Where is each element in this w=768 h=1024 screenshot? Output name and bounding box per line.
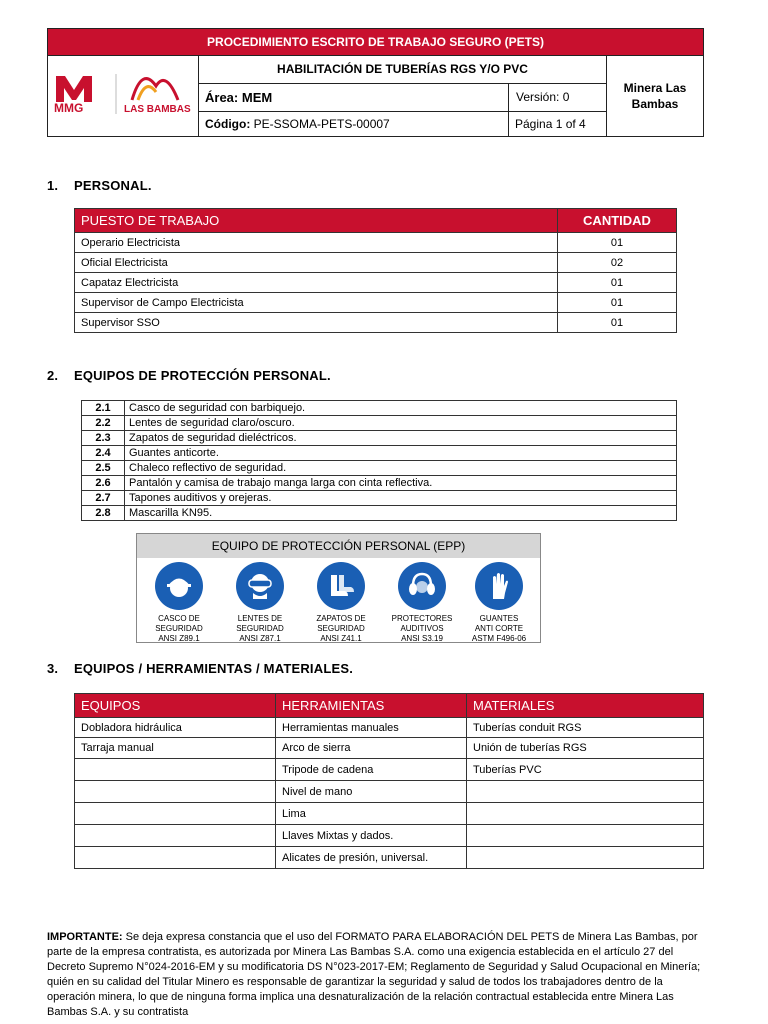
personnel-table — [74, 208, 677, 333]
table-row: Operario Electricista 01 — [75, 233, 677, 253]
col-equipos-header: EQUIPOS — [75, 694, 276, 718]
note-label: IMPORTANTE: — [47, 931, 123, 943]
title-cell — [198, 55, 607, 84]
table-row: Dobladora hidráulica Herramientas manuales Tuberías conduit RGS — [75, 718, 704, 738]
table-row: Capataz Electricista 01 — [75, 273, 677, 293]
table-row: 2.4 Guantes anticorte. — [82, 446, 677, 461]
table-row: Tripode de cadena Tuberías PVC — [75, 759, 704, 781]
table-row: 2.3 Zapatos de seguridad dieléctricos. — [82, 431, 677, 446]
table-row: 2.1 Casco de seguridad con barbiquejo. — [82, 401, 677, 416]
boots-icon — [317, 562, 365, 610]
table-row: 2.8 Mascarilla KN95. — [82, 506, 677, 521]
area-cell — [198, 83, 509, 112]
company-name: Minera Las Bambas — [623, 81, 687, 111]
col-job-header: PUESTO DE TRABAJO — [75, 209, 558, 233]
epp-item-earmuffs: PROTECTORES AUDITIVOS ANSI S3.19 — [382, 562, 462, 644]
area-value: MEM — [241, 90, 273, 105]
helmet-icon — [155, 562, 203, 610]
code-label: Código: — [205, 117, 251, 131]
section-2-heading: 2. EQUIPOS DE PROTECCIÓN PERSONAL. — [47, 368, 331, 383]
table-row: 2.5 Chaleco reflectivo de seguridad. — [82, 461, 677, 476]
col-materiales-header: MATERIALES — [467, 694, 704, 718]
epp-item-goggles: LENTES DE SEGURIDAD ANSI Z87.1 — [220, 562, 300, 644]
epp-list-table — [81, 400, 677, 521]
section-3-heading: 3. EQUIPOS / HERRAMIENTAS / MATERIALES. — [47, 661, 354, 676]
code-value: PE-SSOMA-PETS-00007 — [253, 117, 390, 131]
table-row: Oficial Electricista 02 — [75, 253, 677, 273]
epp-panel — [136, 533, 541, 643]
area-label: Área: — [205, 90, 239, 105]
page-number: Página 1 of 4 — [515, 117, 586, 131]
epp-item-gloves: GUANTES ANTI CORTE ASTM F496-06 — [459, 562, 539, 644]
code-cell — [198, 111, 509, 137]
epp-panel-title: EQUIPO DE PROTECCIÓN PERSONAL (EPP) — [137, 534, 540, 558]
note-text: Se deja expresa constancia que el uso del FORMATO PARA ELABORACIÓN DEL PETS de Minera Las Bambas, por parte de la empresa contratista, es autorizada por Minera Las Bambas S.A. como una exigencia establecida en el artículo 27 del Decreto Supremo N°024-2016-EM y su modificatoria DS N°023-2017-EM; Reglamento de Seguridad y Salud Ocupacional en Minería; quién en su calidad del Titular Minero es responsable de garantizar la seguridad y salud de todos los trabajadores dentro de la operación minera, lo que de ninguna forma implica una desnaturalización de la relación contractual establecida entre Minera Las Bambas S.A. y su contratista — [47, 931, 701, 1018]
version-cell — [508, 83, 607, 112]
epp-item-boots: ZAPATOS DE SEGURIDAD ANSI Z41.1 — [301, 562, 381, 644]
earmuffs-icon — [398, 562, 446, 610]
logo-lasbambas-text: LAS BAMBAS — [124, 104, 191, 115]
table-row: Supervisor SSO 01 — [75, 313, 677, 333]
table-row: Tarraja manual Arco de sierra Unión de tuberías RGS — [75, 738, 704, 759]
goggles-icon — [236, 562, 284, 610]
epp-item-helmet: CASCO DE SEGURIDAD ANSI Z89.1 — [139, 562, 219, 644]
company-logo — [48, 56, 198, 136]
section-1-heading: 1. PERSONAL. — [47, 178, 152, 193]
company-cell — [606, 55, 704, 137]
table-row: 2.7 Tapones auditivos y orejeras. — [82, 491, 677, 506]
table-row: 2.6 Pantalón y camisa de trabajo manga larga con cinta reflectiva. — [82, 476, 677, 491]
page-cell — [508, 111, 607, 137]
important-note — [47, 930, 712, 1020]
logo-mmg-text: MMG — [54, 101, 84, 115]
table-row: Nivel de mano — [75, 781, 704, 803]
col-herramientas-header: HERRAMIENTAS — [276, 694, 467, 718]
doc-type-banner: PROCEDIMIENTO ESCRITO DE TRABAJO SEGURO (PETS) — [47, 28, 704, 56]
gloves-icon — [475, 562, 523, 610]
table-row: Supervisor de Campo Electricista 01 — [75, 293, 677, 313]
doc-title: HABILITACIÓN DE TUBERÍAS RGS Y/O PVC — [277, 62, 528, 76]
table-row: Llaves Mixtas y dados. — [75, 825, 704, 847]
table-row: Alicates de presión, universal. — [75, 847, 704, 869]
version-label: Versión: — [516, 90, 560, 104]
version-value: 0 — [562, 90, 570, 104]
logo-cell — [47, 55, 199, 137]
table-row: Lima — [75, 803, 704, 825]
table-row: 2.2 Lentes de seguridad claro/oscuro. — [82, 416, 677, 431]
equipment-table — [74, 693, 704, 869]
col-qty-header: CANTIDAD — [558, 209, 677, 233]
